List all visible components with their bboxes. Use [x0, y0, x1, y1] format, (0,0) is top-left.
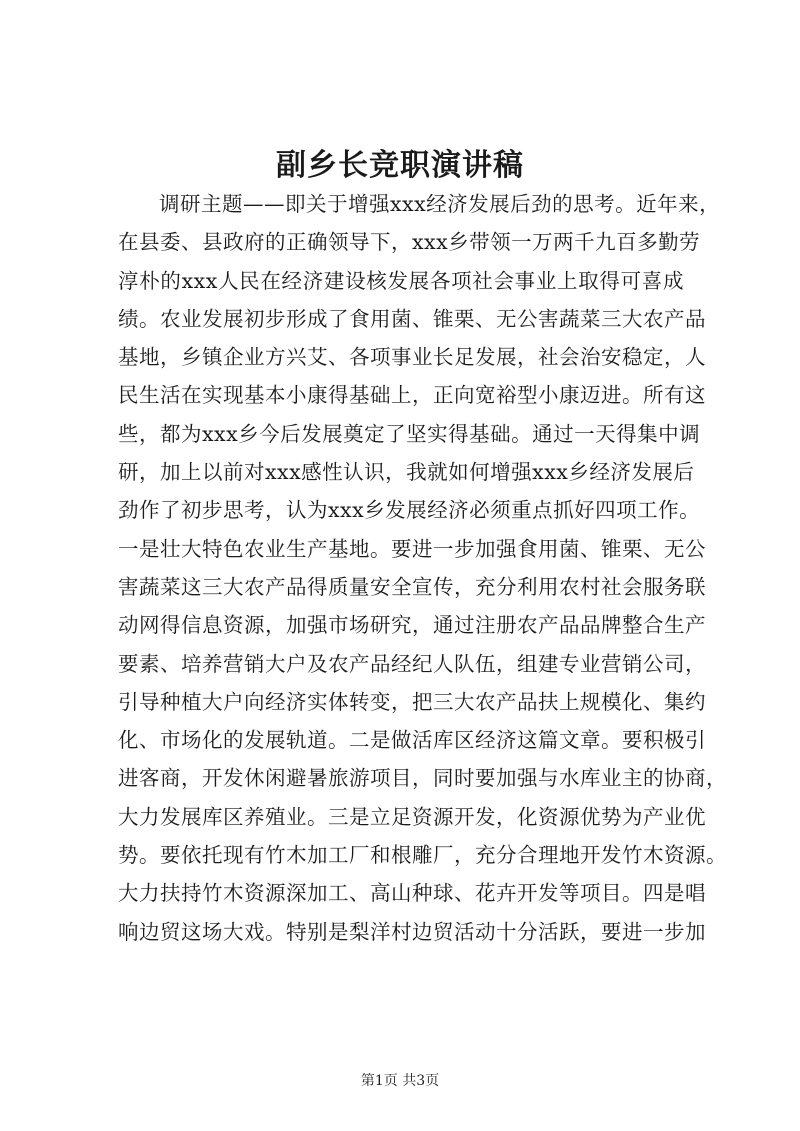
body-line: 绩。农业发展初步形成了食用菌、锥栗、无公害蔬菜三大农产品 [118, 306, 706, 331]
document-title: 副乡长竞职演讲稿 [276, 148, 524, 183]
body-line: 基地，乡镇企业方兴艾、各项事业长足发展，社会治安稳定，人 [118, 345, 706, 370]
body-line: 响边贸这场大戏。特别是梨洋村边贸活动十分活跃，要进一步加 [118, 919, 706, 944]
document-body [118, 185, 727, 951]
body-line: 势。要依托现有竹木加工厂和根雕厂，充分合理地开发竹木资源。 [118, 843, 727, 868]
body-line: 些，都为xxx乡今后发展奠定了坚实得基础。通过一天得集中调 [118, 421, 701, 446]
body-line: 化、市场化的发展轨道。二是做活库区经济这篇文章。要积极引 [118, 728, 706, 753]
body-line: 引导种植大户向经济实体转变，把三大农产品扶上规模化、集约 [118, 689, 706, 714]
body-line: 进客商，开发休闲避暑旅游项目，同时要加强与水库业主的协商， [118, 766, 727, 791]
body-line: 害蔬菜这三大农产品得质量安全宣传，充分利用农村社会服务联 [118, 574, 706, 599]
body-line: 动网得信息资源，加强市场研究，通过注册农产品品牌整合生产 [118, 613, 706, 638]
body-line: 民生活在实现基本小康得基础上，正向宽裕型小康迈进。所有这 [118, 383, 706, 408]
page-footer: 第1页 共3页 [360, 1073, 440, 1089]
body-line: 研，加上以前对xxx感性认识，我就如何增强xxx乡经济发展后 [118, 460, 695, 485]
body-line: 调研主题——即关于增强xxx经济发展后劲的思考。近年来， [159, 192, 721, 216]
body-line: 大力扶持竹木资源深加工、高山种球、花卉开发等项目。四是唱 [118, 881, 706, 906]
body-line: 劲作了初步思考，认为xxx乡发展经济必须重点抓好四项工作。 [118, 498, 701, 523]
body-line: 要素、培养营销大户及农产品经纪人队伍，组建专业营销公司， [118, 651, 706, 676]
body-line: 一是壮大特色农业生产基地。要进一步加强食用菌、锥栗、无公 [118, 536, 706, 561]
body-line: 大力发展库区养殖业。三是立足资源开发，化资源优势为产业优 [118, 804, 706, 829]
body-line: 淳朴的xxx人民在经济建设核发展各项社会事业上取得可喜成 [118, 268, 684, 293]
body-line: 在县委、县政府的正确领导下，xxx乡带领一万两千九百多勤劳 [118, 230, 701, 255]
